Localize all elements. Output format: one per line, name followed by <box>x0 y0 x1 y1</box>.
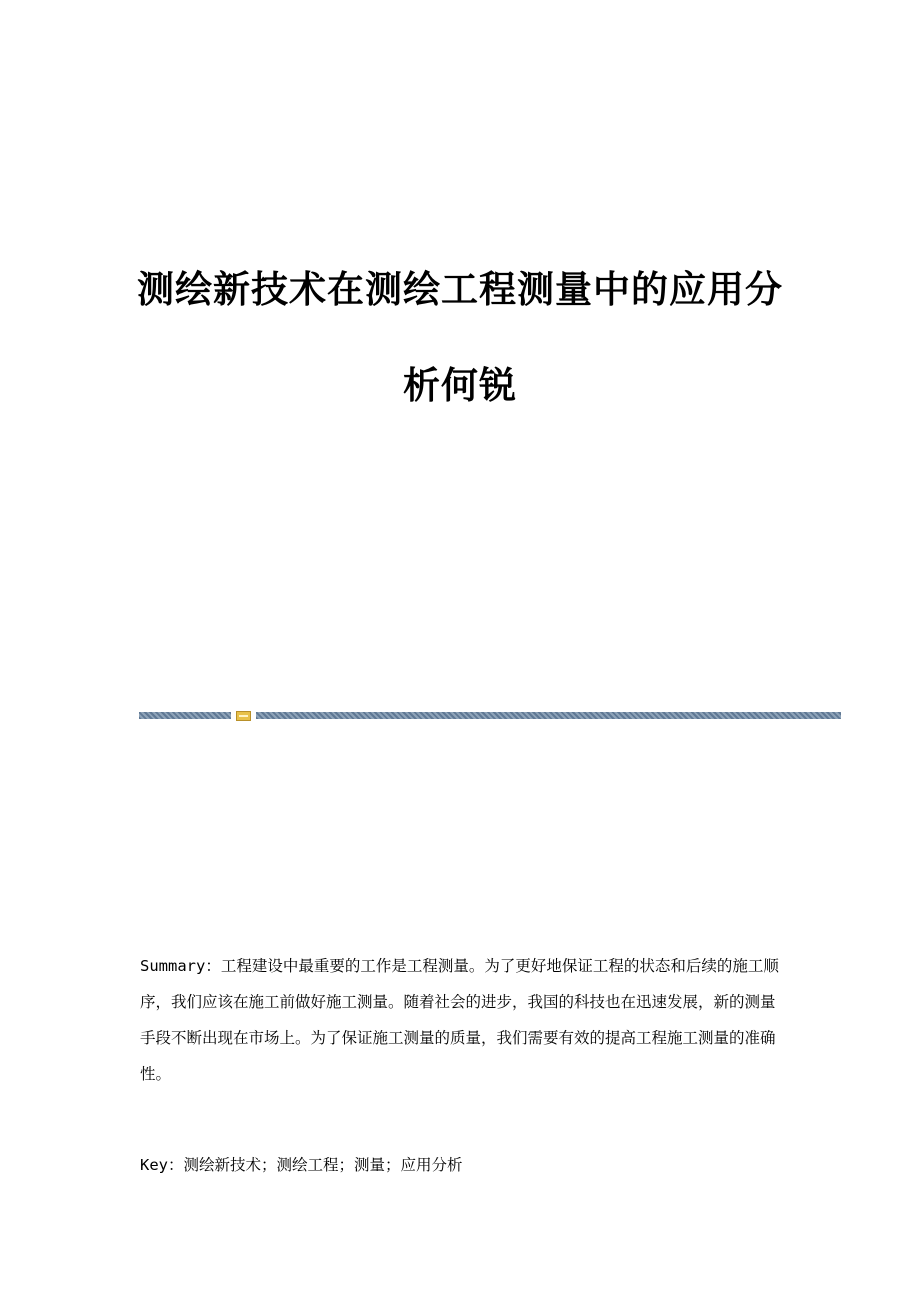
keywords-paragraph <box>140 1147 785 1183</box>
keywords-text: 测绘新技术；测绘工程；测量；应用分析 <box>183 1156 463 1174</box>
section-divider <box>139 711 841 721</box>
keywords-label: Key： <box>140 1156 184 1174</box>
summary-label: Summary： <box>140 957 221 975</box>
envelope-icon <box>236 711 251 721</box>
summary-text: 工程建设中最重要的工作是工程测量。为了更好地保证工程的状态和后续的施工顺序，我们应该在施工前做好施工测量。随着社会的进步，我国的科技也在迅速发展，新的测量手段不断出现在市场上。为了保证施工测量的质量，我们需要有效的提高工程施工测量的准确性。 <box>140 957 779 1083</box>
summary-paragraph <box>140 948 785 1092</box>
document-title-line-1: 测绘新技术在测绘工程测量中的应用分 <box>137 268 783 311</box>
divider-bar-right <box>256 712 841 719</box>
divider-bar-left <box>139 712 231 719</box>
document-title-line-2: 析何锐 <box>403 364 517 407</box>
